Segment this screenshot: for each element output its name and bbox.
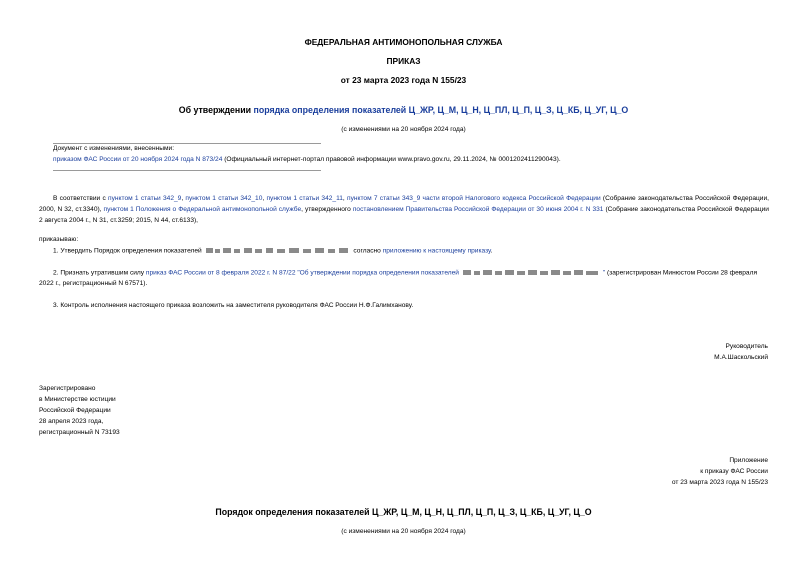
order-item-3: 3. Контроль исполнения настоящего приказа возложить на заместителя руководителя ФАС России Н.Ф.Галимханову. bbox=[53, 302, 414, 309]
doc-title-prefix: Об утверждении bbox=[178, 105, 254, 115]
amendment-note: (с изменениями на 20 ноября 2024 года) bbox=[341, 126, 466, 133]
preamble-paragraph bbox=[39, 193, 769, 226]
preamble-text: В соответствии с bbox=[53, 195, 109, 202]
link-government-decree[interactable]: постановлением Правительства Российской Федерации от 30 июня 2004 г. N 331 bbox=[352, 206, 604, 213]
link-article-342-10[interactable]: пунктом 1 статьи 342_10 bbox=[185, 195, 263, 202]
preamble-sep: , bbox=[342, 195, 348, 202]
preamble-text: (Собрание законодательства Российской Федерации, 2000, N 32, ст.3340), bbox=[39, 195, 770, 213]
doc-date-number: от 23 марта 2023 года N 155/23 bbox=[340, 75, 467, 85]
formula-image bbox=[204, 245, 352, 256]
order-word: приказываю: bbox=[39, 236, 79, 243]
appendix-block bbox=[672, 455, 768, 488]
registration-line: Зарегистрировано bbox=[39, 385, 96, 392]
link-article-342-11[interactable]: пунктом 1 статьи 342_11 bbox=[266, 195, 343, 202]
changes-line bbox=[53, 154, 773, 165]
item1-text: 1. Утвердить Порядок определения показателей bbox=[53, 247, 202, 255]
link-tax-code[interactable]: пунктом 7 статьи 343_9 части второй Налогового кодекса Российской Федерации bbox=[347, 195, 601, 202]
registration-line: Российской Федерации bbox=[39, 407, 111, 414]
signature-block bbox=[714, 341, 768, 363]
preamble-sep: , bbox=[262, 195, 267, 202]
preamble-sep: , bbox=[181, 195, 186, 202]
appendix-amendment-note: (с изменениями на 20 ноября 2024 года) bbox=[341, 528, 466, 535]
changes-bottom-rule bbox=[53, 170, 321, 171]
doc-title-link[interactable]: порядка определения показателей Ц_ЖР, Ц_М, Ц_Н, Ц_ПЛ, Ц_П, Ц_З, Ц_КБ, Ц_УГ, Ц_О bbox=[253, 105, 629, 115]
link-appendix[interactable]: приложению к настоящему приказу bbox=[382, 247, 491, 255]
changes-label: Документ с изменениями, внесенными: bbox=[53, 145, 175, 152]
registration-line: регистрационный N 73193 bbox=[39, 429, 120, 436]
link-repealed-order-end[interactable]: " bbox=[602, 269, 606, 277]
appendix-line: от 23 марта 2023 года N 155/23 bbox=[671, 479, 768, 486]
agency-name: ФЕДЕРАЛЬНАЯ АНТИМОНОПОЛЬНАЯ СЛУЖБА bbox=[304, 37, 503, 47]
registration-line: в Министерстве юстиции bbox=[39, 396, 116, 403]
link-article-342-9[interactable]: пунктом 1 статьи 342_9 bbox=[108, 195, 182, 202]
formula-image bbox=[461, 267, 606, 278]
item2-text: 2. Признать утратившим силу bbox=[53, 269, 146, 277]
preamble-text: (Собрание законодательства Российской Федерации 2 августа 2004 г., N 31, ст.3259; 2015, N 44, ст.6133), bbox=[39, 206, 769, 224]
doc-title bbox=[0, 105, 807, 115]
changes-rest: (Официальный интернет-портал правовой информации www.pravo.gov.ru, 29.11.2024, № 0001202411290043). bbox=[222, 156, 561, 163]
item1-mid: согласно bbox=[353, 247, 383, 255]
appendix-title: Порядок определения показателей Ц_ЖР, Ц_М, Ц_Н, Ц_ПЛ, Ц_П, Ц_З, Ц_КБ, Ц_УГ, Ц_О bbox=[215, 507, 592, 517]
preamble-text: , утвержденного bbox=[301, 206, 353, 213]
order-item-2 bbox=[39, 267, 769, 289]
link-repealed-order[interactable]: приказ ФАС России от 8 февраля 2022 г. N 87/22 "Об утверждении порядка определения показателей bbox=[145, 269, 459, 277]
changes-order-link[interactable]: приказом ФАС России от 20 ноября 2024 года N 873/24 bbox=[53, 156, 223, 163]
appendix-line: Приложение bbox=[729, 457, 768, 464]
signature-role: Руководитель bbox=[725, 343, 768, 350]
item1-end: . bbox=[490, 247, 493, 255]
registration-block bbox=[39, 383, 120, 438]
signature-name: М.А.Шаскольский bbox=[714, 354, 768, 361]
doc-type: ПРИКАЗ bbox=[386, 56, 421, 66]
item2-rest: (зарегистрирован Минюстом России 28 февраля 2022 г., регистрационный N 67571). bbox=[39, 269, 758, 288]
appendix-line: к приказу ФАС России bbox=[700, 468, 768, 475]
order-item-1 bbox=[53, 245, 493, 256]
registration-line: 28 апреля 2023 года, bbox=[39, 418, 104, 425]
link-fas-regulation[interactable]: пунктом 1 Положения о Федеральной антимонопольной службе bbox=[103, 206, 302, 213]
changes-box bbox=[53, 143, 773, 165]
